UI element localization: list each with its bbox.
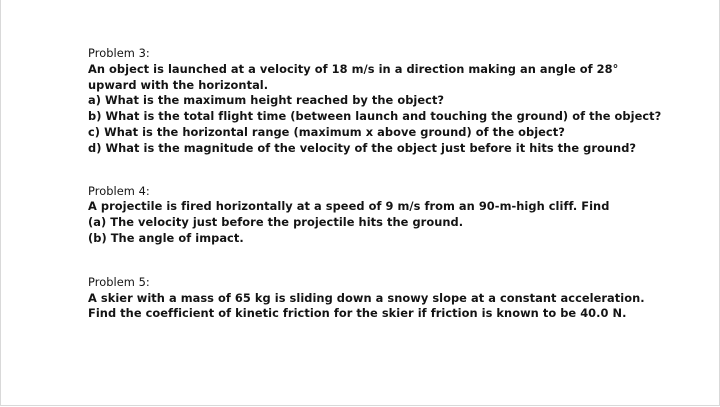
question-b: b) What is the total flight time (between launch and touching the ground) of the object?	[88, 109, 662, 124]
question-a: (a) The velocity just before the projectile hits the ground.	[88, 215, 464, 230]
question-a: a) What is the maximum height reached by the object?	[88, 93, 445, 108]
problem-3	[88, 46, 708, 157]
problem-text-line: upward with the horizontal.	[88, 77, 269, 92]
problem-text-line: A projectile is fired horizontally at a speed of 9 m/s from an 90-m-high cliff. Find	[88, 199, 610, 214]
problem-text-line: An object is launched at a velocity of 18 m/s in a direction making an angle of 28°	[88, 61, 619, 76]
problem-5	[88, 275, 708, 322]
problem-title: Problem 5:	[88, 274, 150, 289]
problem-list	[88, 46, 708, 322]
problem-text-line: Find the coefficient of kinetic friction for the skier if friction is known to be 40.0 N.	[88, 306, 627, 321]
problem-title: Problem 3:	[88, 46, 150, 60]
problem-title: Problem 4:	[88, 183, 150, 198]
problem-4	[88, 184, 708, 247]
question-d: d) What is the magnitude of the velocity of the object just before it hits the ground?	[88, 140, 637, 155]
question-b: (b) The angle of impact.	[88, 230, 244, 245]
problem-text-line: A skier with a mass of 65 kg is sliding down a snowy slope at a constant acceleration.	[88, 290, 645, 305]
question-c: c) What is the horizontal range (maximum x above ground) of the object?	[88, 124, 565, 139]
